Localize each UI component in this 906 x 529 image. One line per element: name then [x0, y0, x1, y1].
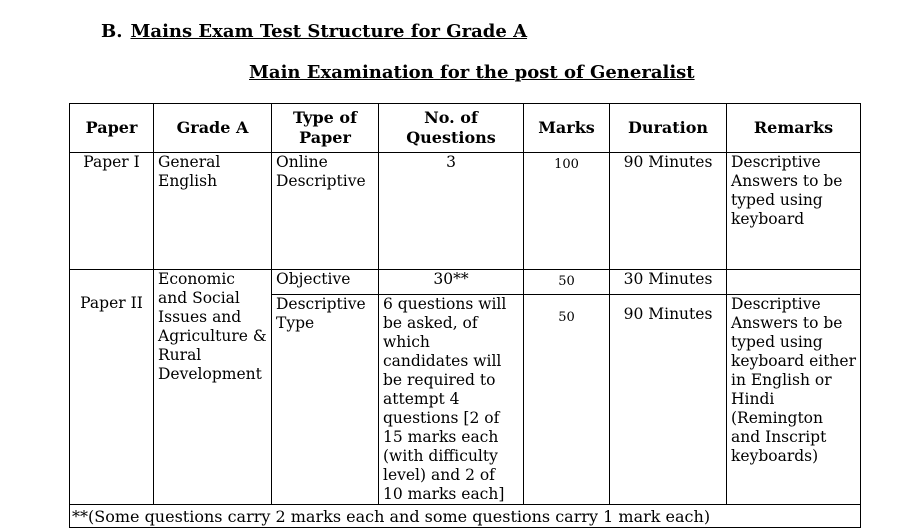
- header-questions: No. of Questions: [379, 104, 524, 153]
- paper2-objective-duration: 30 Minutes: [610, 270, 727, 295]
- paper1-marks: 100: [524, 153, 610, 270]
- table-footnote-row: [70, 505, 861, 528]
- paper2-objective-remarks: [727, 270, 861, 295]
- section-title: Mains Exam Test Structure for Grade A: [130, 21, 528, 42]
- paper2-descriptive-questions: 6 questions will be asked, of which candidates will be required to attempt 4 questions [2 of 15 marks each (with difficulty level) and 2 of 10 marks each]: [379, 295, 524, 505]
- paper2-descriptive-type: Descriptive Type: [272, 295, 379, 505]
- paper1-type: Online Descriptive: [272, 153, 379, 270]
- table-row-paper-1: [70, 153, 861, 270]
- header-remarks: Remarks: [727, 104, 861, 153]
- paper2-descriptive-duration: 90 Minutes: [610, 295, 727, 505]
- paper1-grade: General English: [154, 153, 272, 270]
- paper2-paper: Paper II: [70, 270, 154, 505]
- paper2-descriptive-marks: 50: [524, 295, 610, 505]
- section-heading: [101, 21, 527, 42]
- paper1-remarks: Descriptive Answers to be typed using keyboard: [727, 153, 861, 270]
- header-grade: Grade A: [154, 104, 272, 153]
- paper2-objective-type: Objective: [272, 270, 379, 295]
- section-number: B.: [101, 21, 123, 42]
- exam-structure-table: [69, 103, 861, 528]
- header-paper: Paper: [70, 104, 154, 153]
- table-header-row: [70, 104, 861, 153]
- header-type: Type of Paper: [272, 104, 379, 153]
- header-duration: Duration: [610, 104, 727, 153]
- header-marks: Marks: [524, 104, 610, 153]
- paper2-objective-questions: 30**: [379, 270, 524, 295]
- table-footnote: **(Some questions carry 2 marks each and some questions carry 1 mark each): [70, 505, 861, 528]
- paper2-objective-marks: 50: [524, 270, 610, 295]
- paper2-descriptive-remarks: Descriptive Answers to be typed using keyboard either in English or Hindi (Remington and Inscript keyboards): [727, 295, 861, 505]
- paper2-grade: Economic and Social Issues and Agriculture & Rural Development: [154, 270, 272, 505]
- table-row-paper-2-objective: [70, 270, 861, 295]
- table-subtitle: Main Examination for the post of Generalist: [249, 62, 695, 83]
- paper1-paper: Paper I: [70, 153, 154, 270]
- paper1-questions: 3: [379, 153, 524, 270]
- paper1-duration: 90 Minutes: [610, 153, 727, 270]
